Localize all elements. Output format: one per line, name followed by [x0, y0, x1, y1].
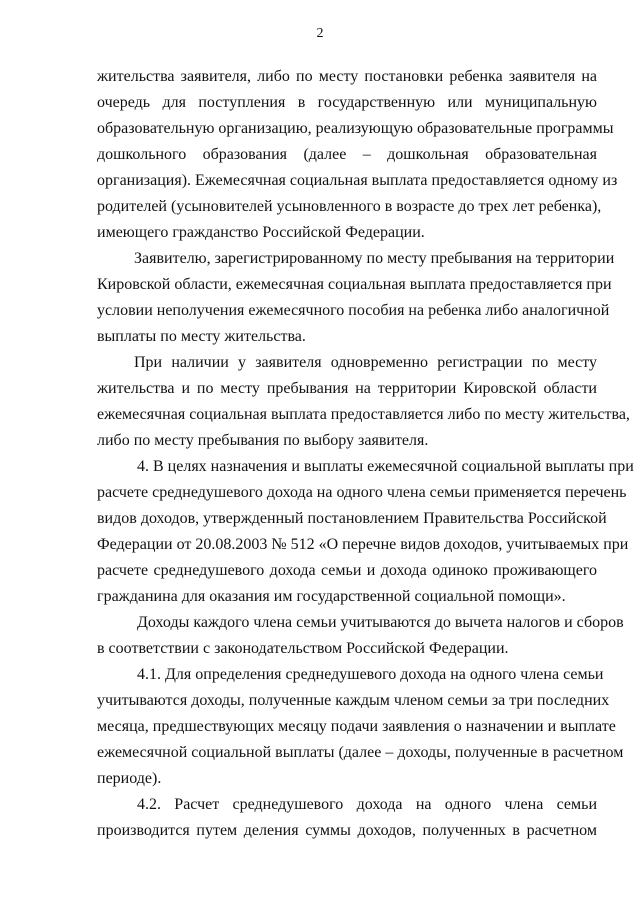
- text-line: 4.2. Расчет среднедушевого дохода на одного члена семьи: [137, 796, 597, 813]
- text-line: условии неполучения ежемесячного пособия на ребенка либо аналогичной: [97, 302, 610, 319]
- text-line: 4.1. Для определения среднедушевого дохода на одного члена семьи: [137, 666, 604, 683]
- text-line: 4. В целях назначения и выплаты ежемесячной социальной выплаты при: [137, 458, 634, 475]
- text-line: При наличии у заявителя одновременно регистрации по месту: [134, 354, 597, 371]
- text-line: месяца, предшествующих месяцу подачи заявления о назначении и выплате: [97, 718, 616, 735]
- text-line: учитываются доходы, полученные каждым членом семьи за три последних: [97, 692, 610, 709]
- text-line: периоде).: [97, 770, 162, 787]
- paragraph-income-taxes: [97, 610, 624, 662]
- text-line: в соответствии с законодательством Российской Федерации.: [97, 640, 509, 657]
- text-line: имеющего гражданство Российской Федерации.: [97, 224, 425, 241]
- text-line: производится путем деления суммы доходов, полученных в расчетном: [97, 822, 597, 839]
- page-number: 2: [316, 26, 324, 41]
- text-line: жительства и по месту пребывания на территории Кировской области: [97, 380, 597, 397]
- text-line: дошкольного образования (далее – дошкольная образовательная: [97, 146, 597, 163]
- text-line: Доходы каждого члена семьи учитываются до вычета налогов и сборов: [137, 614, 624, 631]
- text-line: либо по месту пребывания по выбору заявителя.: [97, 432, 429, 449]
- text-line: родителей (усыновителей усыновленного в возрасте до трех лет ребенка),: [97, 198, 602, 215]
- text-line: расчете среднедушевого дохода на одного члена семьи применяется перечень: [97, 484, 627, 501]
- text-line: ежемесячной социальной выплаты (далее – доходы, полученные в расчетном: [97, 744, 624, 761]
- paragraph-dual-registration: [97, 350, 630, 454]
- text-line: ежемесячная социальная выплата предоставляется либо по месту жительства,: [97, 406, 630, 423]
- paragraph-section-4-2: [97, 792, 597, 844]
- text-line: расчете среднедушевого дохода семьи и дохода одиноко проживающего: [97, 562, 597, 579]
- text-line: организация). Ежемесячная социальная выплата предоставляется одному из: [97, 172, 618, 189]
- text-line: гражданина для оказания им государственной социальной помощи».: [97, 588, 566, 605]
- text-line: выплаты по месту жительства.: [97, 328, 306, 345]
- paragraph-section-4-1: [97, 662, 624, 792]
- text-line: очередь для поступления в государственную или муниципальную: [97, 94, 597, 111]
- text-line: жительства заявителя, либо по месту постановки ребенка заявителя на: [97, 68, 597, 85]
- text-line: видов доходов, утвержденный постановлением Правительства Российской: [97, 510, 607, 527]
- document-body: [97, 64, 634, 844]
- text-line: образовательную организацию, реализующую образовательные программы: [97, 120, 614, 137]
- paragraph-continuation: [97, 64, 618, 246]
- text-line: Федерации от 20.08.2003 № 512 «О перечне видов доходов, учитываемых при: [97, 536, 629, 553]
- paragraph-section-4: [97, 454, 634, 610]
- text-line: Кировской области, ежемесячная социальная выплата предоставляется при: [97, 276, 612, 293]
- paragraph-temporary-registration: [97, 246, 615, 350]
- text-line: Заявителю, зарегистрированному по месту пребывания на территории: [134, 250, 615, 267]
